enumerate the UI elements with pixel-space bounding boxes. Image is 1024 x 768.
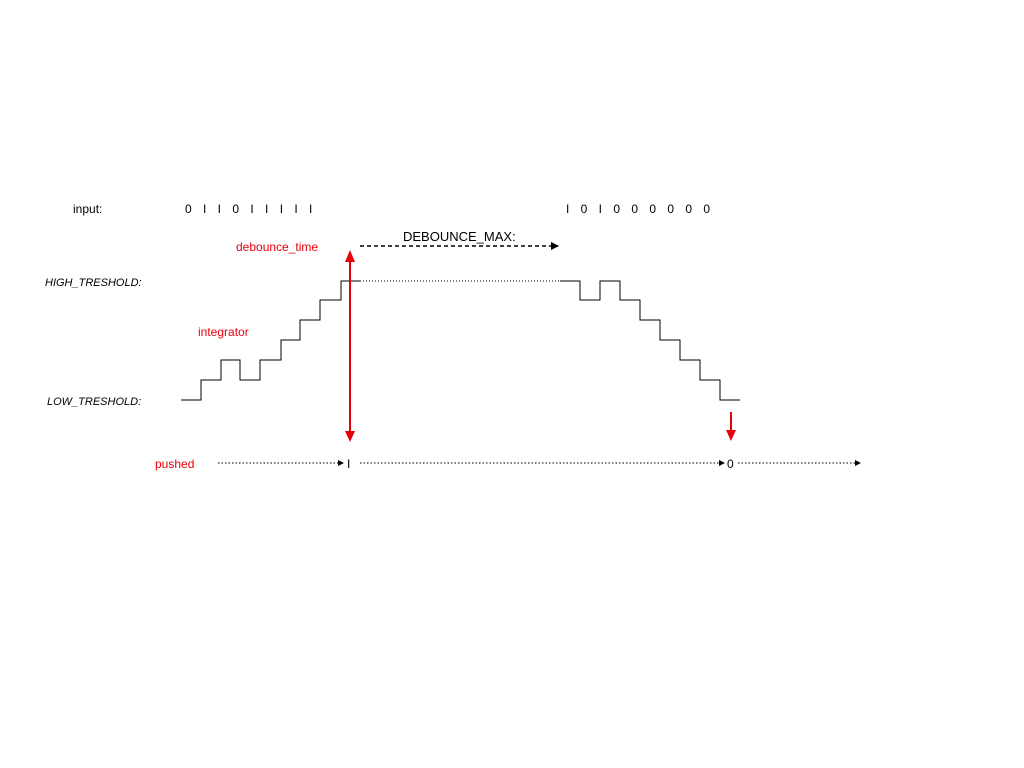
pushed-label: pushed <box>155 457 195 471</box>
debounce-time-arrow-down-head <box>345 431 355 442</box>
pushed-value-second: 0 <box>727 457 734 471</box>
debounce-max-label: DEBOUNCE_MAX: <box>403 229 516 244</box>
input-bits-second: I 0 I 0 0 0 0 0 0 <box>566 202 711 216</box>
high-threshold-label: HIGH_TRESHOLD: <box>45 277 142 289</box>
pushed-value-first: I <box>347 457 351 471</box>
release-arrow-head <box>726 430 736 441</box>
debounce-time-label: debounce_time <box>236 240 319 254</box>
input-bits-first: 0 I I 0 I I I I I <box>185 202 313 216</box>
low-threshold-label: LOW_TRESHOLD: <box>47 396 142 408</box>
integrator-label: integrator <box>198 325 249 339</box>
input-label: input: <box>73 202 103 216</box>
integrator-waveform-rising <box>181 281 360 400</box>
integrator-waveform-falling <box>560 281 740 400</box>
debounce-time-arrow-up-head <box>345 250 355 262</box>
